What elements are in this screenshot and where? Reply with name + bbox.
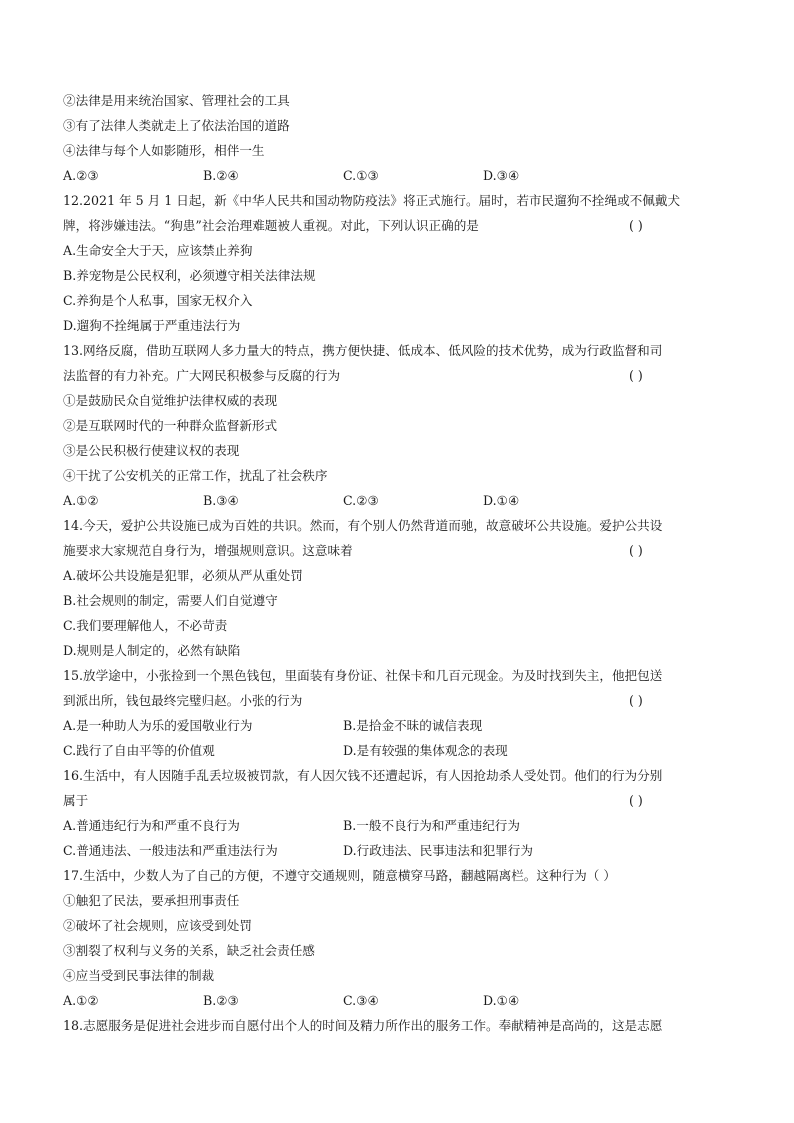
q15-option-a: A.是一种助人为乐的爱国敬业行为 — [63, 718, 253, 733]
q12-option-a: A.生命安全大于天，应该禁止养狗 — [63, 243, 253, 258]
q14-stem-text: 施要求大家规范自身行为，增强规则意识。这意味着 — [63, 543, 353, 558]
q15-option-b: B.是拾金不昧的诚信表现 — [343, 718, 483, 733]
q11-option-a: A.②③ — [63, 168, 99, 183]
q11-option-b: B.②④ — [203, 168, 239, 183]
q17-statement-4: ④应当受到民事法律的制裁 — [63, 968, 215, 983]
q13-stem-line1: 13.网络反腐，借助互联网人多力量大的特点，携方便快捷、低成本、低风险的技术优势，成为行政监督和司 — [63, 343, 663, 358]
q12-answer-bracket: ( ) — [629, 218, 643, 233]
q15-option-d: D.是有较强的集体观念的表现 — [343, 743, 508, 758]
q14-option-a: A.破坏公共设施是犯罪，必须从严从重处罚 — [63, 568, 303, 583]
q11-statement-2: ②法律是用来统治国家、管理社会的工具 — [63, 93, 290, 108]
q13-stem-text: 法监督的有力补充。广大网民积极参与反腐的行为 — [63, 368, 341, 383]
q17-statement-3: ③割裂了权利与义务的关系，缺乏社会责任感 — [63, 943, 315, 958]
q17-statement-2: ②破坏了社会规则，应该受到处罚 — [63, 918, 252, 933]
q13-option-b: B.③④ — [203, 493, 239, 508]
q13-options-row — [63, 488, 743, 513]
q14-stem-line1: 14.今天，爱护公共设施已成为百姓的共识。然而，有个别人仍然背道而驰，故意破坏公共设施。爱护公共设 — [63, 518, 663, 533]
q11-option-c: C.①③ — [343, 168, 379, 183]
q13-option-c: C.②③ — [343, 493, 379, 508]
q16-option-d: D.行政违法、民事违法和犯罪行为 — [343, 843, 533, 858]
q16-options-row-1 — [63, 813, 743, 838]
q16-stem-line1: 16.生活中，有人因随手乱丢垃圾被罚款，有人因欠钱不还遭起诉，有人因抢劫杀人受处罚。他们的行为分别 — [63, 768, 663, 783]
q14-option-c: C.我们要理解他人，不必苛责 — [63, 618, 228, 633]
q14-answer-bracket: ( ) — [629, 543, 643, 558]
q17-option-a: A.①② — [63, 993, 99, 1008]
q15-answer-bracket: ( ) — [629, 693, 643, 708]
q17-stem-line1: 17.生活中，少数人为了自己的方便，不遵守交通规则，随意横穿马路，翻越隔离栏。这种行为（ ） — [63, 868, 616, 883]
q18-stem-line1: 18.志愿服务是促进社会进步而自愿付出个人的时间及精力所作出的服务工作。奉献精神是高尚的，这是志愿 — [63, 1018, 663, 1033]
q16-answer-bracket: ( ) — [629, 793, 643, 808]
q16-options-row-2 — [63, 838, 743, 863]
q12-stem-line2 — [63, 213, 743, 238]
q17-statement-1: ①触犯了民法，要承担刑事责任 — [63, 893, 240, 908]
q12-stem-text: 牌，将涉嫌违法。“狗患”社会治理难题被人重视。对此，下列认识正确的是 — [63, 218, 479, 233]
q16-option-a: A.普通违纪行为和严重不良行为 — [63, 818, 240, 833]
q13-statement-3: ③是公民积极行使建议权的表现 — [63, 443, 240, 458]
q13-option-d: D.①④ — [483, 493, 520, 508]
q13-statement-4: ④干扰了公安机关的正常工作，扰乱了社会秩序 — [63, 468, 328, 483]
q11-statement-3: ③有了法律人类就走上了依法治国的道路 — [63, 118, 290, 133]
q17-option-b: B.②③ — [203, 993, 239, 1008]
q11-options-row — [63, 163, 743, 188]
q16-option-c: C.普通违法、一般违法和严重违法行为 — [63, 843, 278, 858]
q12-option-d: D.遛狗不拴绳属于严重违法行为 — [63, 318, 241, 333]
q12-option-c: C.养狗是个人私事，国家无权介入 — [63, 293, 253, 308]
q15-stem-line1: 15.放学途中，小张捡到一个黑色钱包，里面装有身份证、社保卡和几百元现金。为及时找到失主，他把包送 — [63, 668, 663, 683]
q17-option-c: C.③④ — [343, 993, 379, 1008]
q13-stem-line2 — [63, 363, 743, 388]
q13-statement-1: ①是鼓励民众自觉维护法律权威的表现 — [63, 393, 278, 408]
q15-option-c: C.践行了自由平等的价值观 — [63, 743, 215, 758]
q14-option-b: B.社会规则的制定，需要人们自觉遵守 — [63, 593, 278, 608]
q12-stem-line1: 12.2021 年 5 月 1 日起，新《中华人民共和国动物防疫法》将正式施行。届时，若市民遛狗不拴绳或不佩戴犬 — [63, 193, 681, 208]
q11-option-d: D.③④ — [483, 168, 520, 183]
q17-option-d: D.①④ — [483, 993, 520, 1008]
q15-options-row-1 — [63, 713, 743, 738]
q14-option-d: D.规则是人制定的，必然有缺陷 — [63, 643, 241, 658]
exam-page — [63, 88, 743, 1038]
q15-stem-line2 — [63, 688, 743, 713]
q16-stem-line2 — [63, 788, 743, 813]
q15-stem-text: 到派出所，钱包最终完璧归赵。小张的行为 — [63, 693, 303, 708]
q13-option-a: A.①② — [63, 493, 99, 508]
q11-statement-4: ④法律与每个人如影随形，相伴一生 — [63, 143, 265, 158]
q13-statement-2: ②是互联网时代的一种群众监督新形式 — [63, 418, 278, 433]
q12-option-b: B.养宠物是公民权利，必须遵守相关法律法规 — [63, 268, 316, 283]
q17-options-row — [63, 988, 743, 1013]
q14-stem-line2 — [63, 538, 743, 563]
q15-options-row-2 — [63, 738, 743, 763]
q13-answer-bracket: ( ) — [629, 368, 643, 383]
q16-option-b: B.一般不良行为和严重违纪行为 — [343, 818, 520, 833]
q16-stem-text: 属于 — [63, 793, 89, 808]
